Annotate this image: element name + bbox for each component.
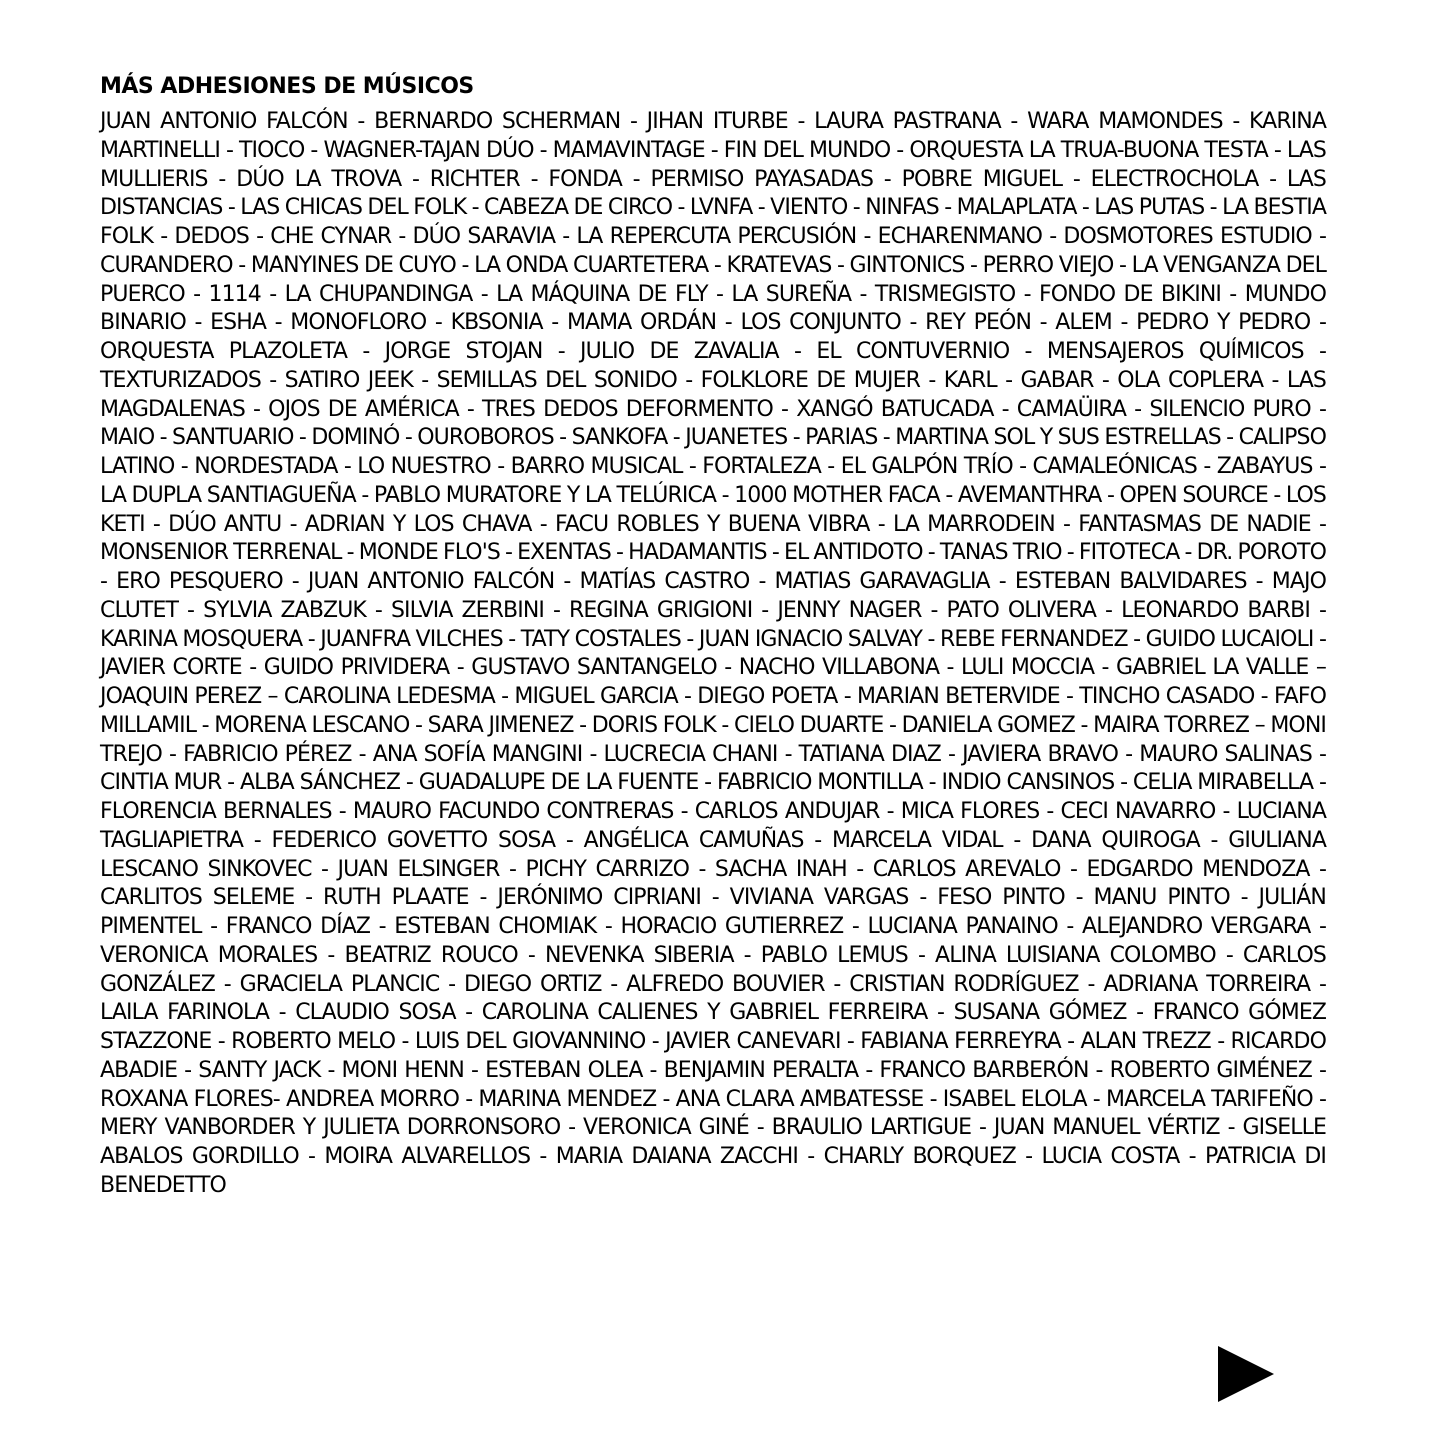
page-title: MÁS ADHESIONES DE MÚSICOS [100,73,474,99]
next-button[interactable] [1217,1344,1275,1404]
play-triangle-icon [1217,1344,1275,1404]
musicians-list: JUAN ANTONIO FALCÓN - BERNARDO SCHERMAN - JIHAN ITURBE - LAURA PASTRANA - WARA MAMONDES - KARINA MARTINELLI - TIOCO - WAGNER-TAJAN DÚO - MAMAVINTAGE - FIN DEL MUNDO - ORQUESTA LA TRUA-BUONA TESTA - LAS MULLIERIS - DÚO LA TROVA - RICHTER - FONDA - PERMISO PAYASADAS - POBRE MIGUEL - ELECTROCHOLA - LAS DISTANCIAS - LAS CHICAS DEL FOLK - CABEZA DE CIRCO - LVNFA - VIENTO - NINFAS - MALAPLATA - LAS PUTAS - LA BESTIA FOLK - DEDOS - CHE CYNAR - DÚO SARAVIA - LA REPERCUTA PERCUSIÓN - ECHARENMANO - DOSMOTORES ESTUDIO - CURANDERO - MANYINES DE CUYO - LA ONDA CUARTETERA - KRATEVAS - GINTONICS - PERRO VIEJO - LA VENGANZA DEL PUERCO - 1114 - LA CHUPANDINGA - LA MÁQUINA DE FLY - LA SUREÑA - TRISMEGISTO - FONDO DE BIKINI - MUNDO BINARIO - ESHA - MONOFLORO - KBSONIA - MAMA ORDÁN - LOS CONJUNTO - REY PEÓN - ALEM - PEDRO Y PEDRO - ORQUESTA PLAZOLETA - JORGE STOJAN - JULIO DE ZAVALIA - EL CONTUVERNIO - MENSAJEROS QUÍMICOS - TEXTURIZADOS - SATIRO JEEK - SEMILLAS DEL SONIDO - FOLKLORE DE MUJER - KARL - GABAR - OLA COPLERA - LAS MAGDALENAS - OJOS DE AMÉRICA - TRES DEDOS DEFORMENTO - XANGÓ BATUCADA - CAMAÜIRA - SILENCIO PURO - MAIO - SANTUARIO - DOMINÓ - OUROBOROS - SANKOFA - JUANETES - PARIAS - MARTINA SOL Y SUS ESTRELLAS - CALIPSO LATINO - NORDESTADA - LO NUESTRO - BARRO MUSICAL - FORTALEZA - EL GALPÓN TRÍO - CAMALEÓNICAS - ZABAYUS - LA DUPLA SANTIAGUEÑA - PABLO MURATORE Y LA TELÚRICA - 1000 MOTHER FACA - AVEMANTHRA - OPEN SOURCE - LOS KETI - DÚO ANTU - ADRIAN Y LOS CHAVA - FACU ROBLES Y BUENA VIBRA - LA MARRODEIN - FANTASMAS DE NADIE - MONSENIOR TERRENAL - MONDE FLO'S - EXENTAS - HADAMANTIS - EL ANTIDOTO - TANAS TRIO - FITOTECA - DR. POROTO - ERO PESQUERO - JUAN ANTONIO FALCÓN - MATÍAS CASTRO - MATIAS GARAVAGLIA - ESTEBAN BALVIDARES - MAJO CLUTET - SYLVIA ZABZUK - SILVIA ZERBINI - REGINA GRIGIONI - JENNY NAGER - PATO OLIVERA - LEONARDO BARBI - KARINA MOSQUERA - JUANFRA VILCHES - TATY COSTALES - JUAN IGNACIO SALVAY - REBE FERNANDEZ - GUIDO LUCAIOLI - JAVIER CORTE - GUIDO PRIVIDERA - GUSTAVO SANTANGELO - NACHO VILLABONA - LULI MOCCIA - GABRIEL LA VALLE – JOAQUIN PEREZ – CAROLINA LEDESMA - MIGUEL GARCIA - DIEGO POETA - MARIAN BETERVIDE - TINCHO CASADO - FAFO MILLAMIL - MORENA LESCANO - SARA JIMENEZ - DORIS FOLK - CIELO DUARTE - DANIELA GOMEZ - MAIRA TORREZ – MONI TREJO - FABRICIO PÉREZ - ANA SOFÍA MANGINI - LUCRECIA CHANI - TATIANA DIAZ - JAVIERA BRAVO - MAURO SALINAS - CINTIA MUR - ALBA SÁNCHEZ - GUADALUPE DE LA FUENTE - FABRICIO MONTILLA - INDIO CANSINOS - CELIA MIRABELLA - FLORENCIA BERNALES - MAURO FACUNDO CONTRERAS - CARLOS ANDUJAR - MICA FLORES - CECI NAVARRO - LUCIANA TAGLIAPIETRA - FEDERICO GOVETTO SOSA - ANGÉLICA CAMUÑAS - MARCELA VIDAL - DANA QUIROGA - GIULIANA LESCANO SINKOVEC - JUAN ELSINGER - PICHY CARRIZO - SACHA INAH - CARLOS AREVALO - EDGARDO MENDOZA - CARLITOS SELEME - RUTH PLAATE - JERÓNIMO CIPRIANI - VIVIANA VARGAS - FESO PINTO - MANU PINTO - JULIÁN PIMENTEL - FRANCO DÍAZ - ESTEBAN CHOMIAK - HORACIO GUTIERREZ - LUCIANA PANAINO - ALEJANDRO VERGARA - VERONICA MORALES - BEATRIZ ROUCO - NEVENKA SIBERIA - PABLO LEMUS - ALINA LUISIANA COLOMBO - CARLOS GONZÁLEZ - GRACIELA PLANCIC - DIEGO ORTIZ - ALFREDO BOUVIER - CRISTIAN RODRÍGUEZ - ADRIANA TORREIRA - LAILA FARINOLA - CLAUDIO SOSA - CAROLINA CALIENES Y GABRIEL FERREIRA - SUSANA GÓMEZ - FRANCO GÓMEZ STAZZONE - ROBERTO MELO - LUIS DEL GIOVANNINO - JAVIER CANEVARI - FABIANA FERREYRA - ALAN TREZZ - RICARDO ABADIE - SANTY JACK - MONI HENN - ESTEBAN OLEA - BENJAMIN PERALTA - FRANCO BARBERÓN - ROBERTO GIMÉNEZ - ROXANA FLORES- ANDREA MORRO - MARINA MENDEZ - ANA CLARA AMBATESSE - ISABEL ELOLA - MARCELA TARIFEÑO - MERY VANBORDER Y JULIETA DORRONSORO - VERONICA GINÉ - BRAULIO LARTIGUE - JUAN MANUEL VÉRTIZ - GISELLE ABALOS GORDILLO - MOIRA ALVARELLOS - MARIA DAIANA ZACCHI - CHARLY BORQUEZ - LUCIA COSTA - PATRICIA DI BENEDETTO [100,109,1326,1198]
